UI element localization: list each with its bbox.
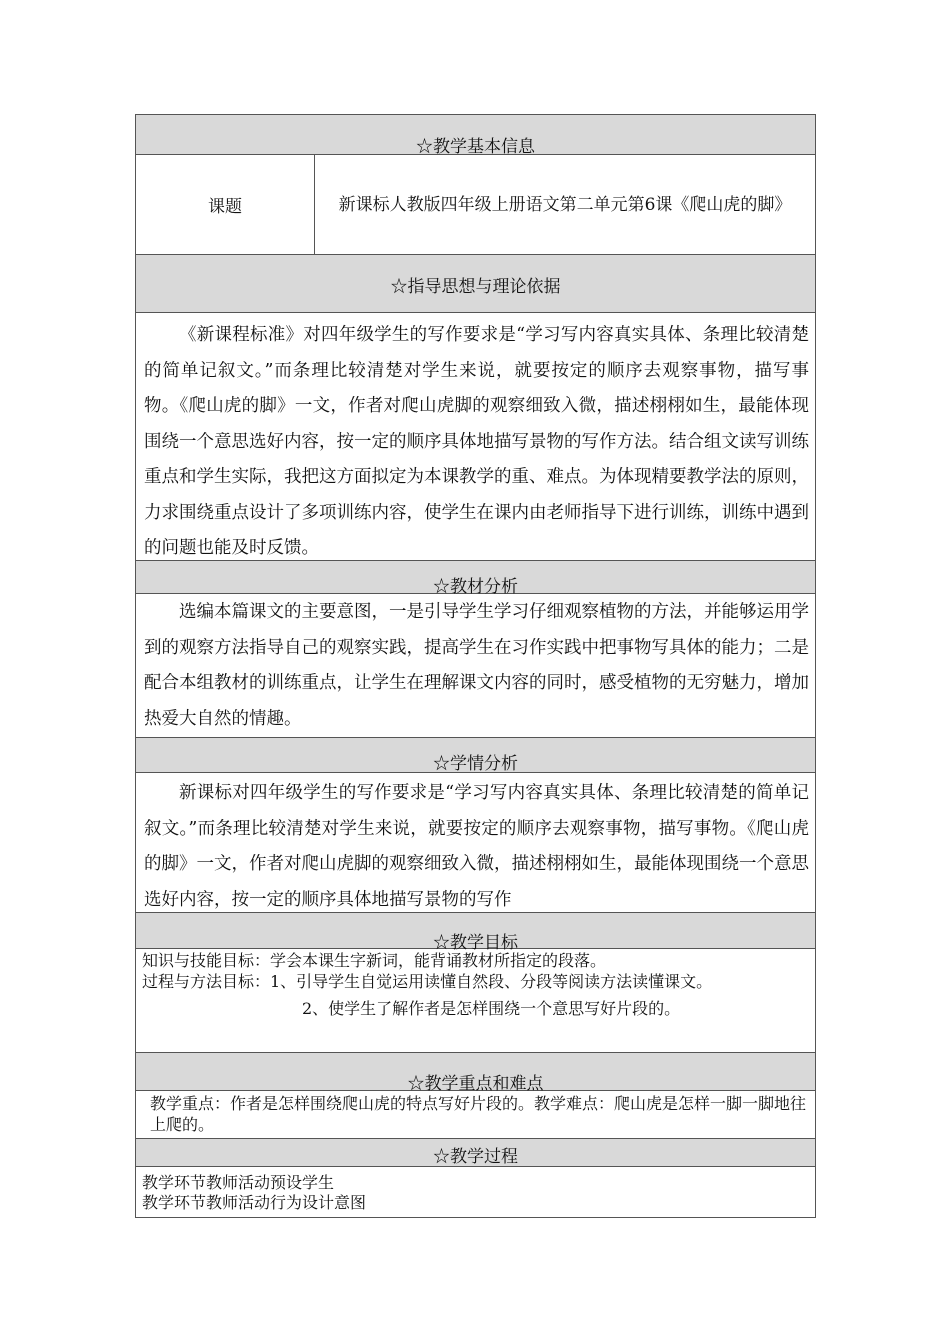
section-title: ☆教学基本信息 [416,137,535,157]
key-points-text: 教学重点：作者是怎样围绕爬山虎的特点写好片段的。教学难点：爬山虎是怎样一脚一脚地往上爬的。 [136,1091,815,1139]
section-header-students [136,738,815,773]
section-header-material [136,561,815,597]
section-header-process [136,1139,815,1167]
section-header-goals [136,913,815,953]
lesson-plan-table [135,114,816,1218]
section-title: ☆教学目标 [433,933,518,953]
section-title: ☆教材分析 [433,577,518,597]
process-line-1: 教学环节教师活动预设学生 [142,1173,335,1192]
section-title: ☆指导思想与理论依据 [390,277,561,297]
section-header-guiding [136,255,815,313]
topic-label: 课题 [136,155,315,254]
goal-line-2: 过程与方法目标：1、引导学生自觉运用读懂自然段、分段等阅读方法读懂课文。 [142,972,713,991]
section-title: ☆学情分析 [433,754,518,774]
goal-line-1: 知识与技能目标：学会本课生字新词，能背诵教材所指定的段落。 [142,951,607,970]
goals-block [136,949,815,1053]
topic-row [136,155,815,255]
section-header-basic-info [136,115,815,155]
section-title: ☆教学重点和难点 [407,1074,544,1094]
section-title: ☆教学过程 [433,1147,518,1167]
material-text: 选编本篇课文的主要意图，一是引导学生学习仔细观察植物的方法，并能够运用学到的观察方法指导自己的观察实践，提高学生在习作实践中把事物写具体的能力；二是配合本组教材的训练重点，让学生在理解课文内容的同时，感受植物的无穷魅力，增加热爱大自然的情趣。 [136,594,815,738]
goal-line-3: 2、使学生了解作者是怎样围绕一个意思写好片段的。 [302,999,681,1018]
process-block [136,1167,815,1217]
guiding-text: 《新课程标准》对四年级学生的写作要求是“学习写内容真实具体、条理比较清楚的简单记叙文。”而条理比较清楚对学生来说，就要按定的顺序去观察事物，描写事物。《爬山虎的脚》一文，作者对爬山虎脚的观察细致入微，描述栩栩如生，最能体现围绕一个意思选好内容，按一定的顺序具体地描写景物的写作方法。结合组文读写训练重点和学生实际，我把这方面拟定为本课教学的重、难点。为体现精要教学法的原则，力求围绕重点设计了多项训练内容，使学生在课内由老师指导下进行训练，训练中遇到的问题也能及时反馈。 [136,313,815,561]
topic-value: 新课标人教版四年级上册语文第二单元第6课《爬山虎的脚》 [338,194,792,215]
process-line-2: 教学环节教师活动行为设计意图 [142,1193,367,1212]
students-text: 新课标对四年级学生的写作要求是“学习写内容真实具体、条理比较清楚的简单记叙文。”而条理比较清楚对学生来说，就要按定的顺序去观察事物，描写事物。《爬山虎的脚》一文，作者对爬山虎脚的观察细致入微，描述栩栩如生，最能体现围绕一个意思选好内容，按一定的顺序具体地描写景物的写作 [136,773,815,913]
section-header-key-points [136,1053,815,1094]
